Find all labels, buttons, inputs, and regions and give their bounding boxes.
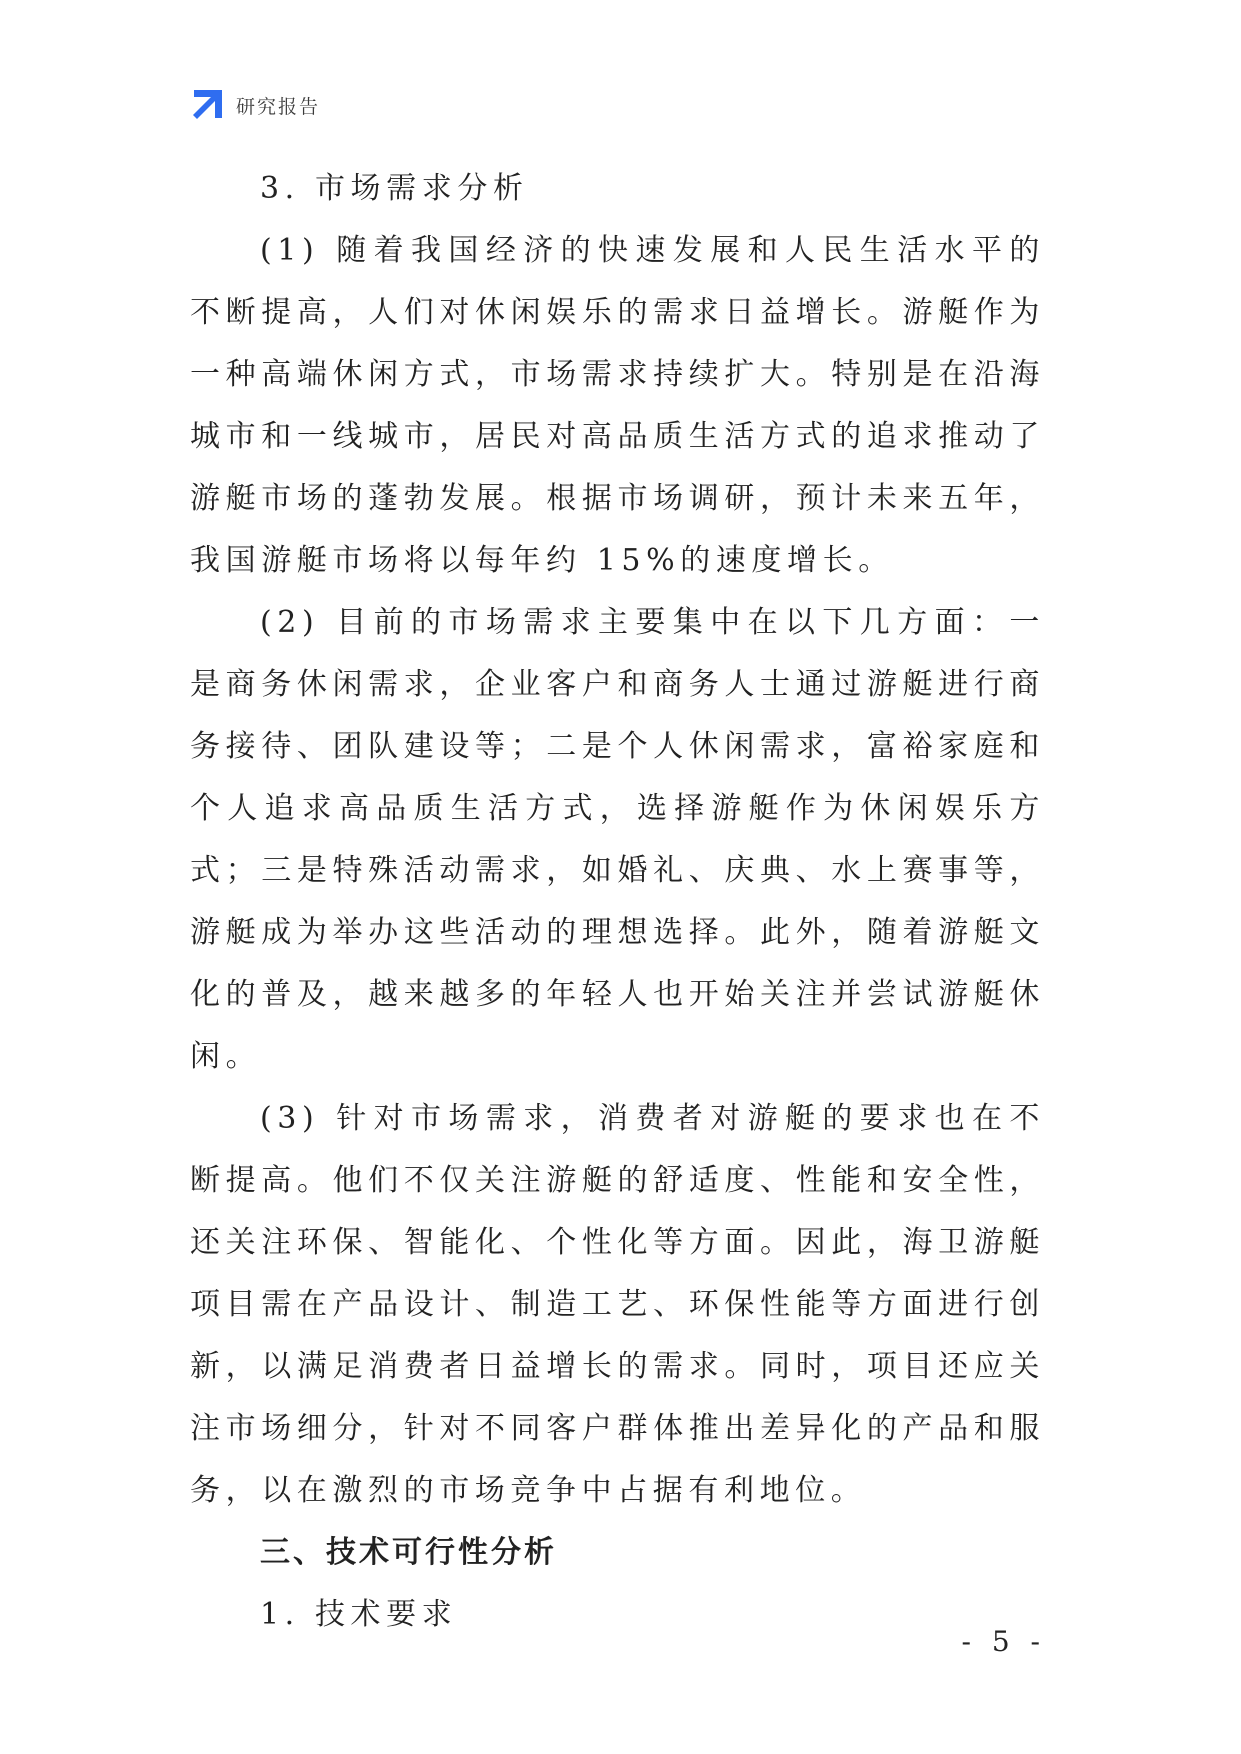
section-title: 3. 市场需求分析 [260,171,529,206]
report-header [190,88,320,122]
paragraph: (2) 目前的市场需求主要集中在以下几方面：一是商务休闲需求，企业客户和商务人士通过游艇进行商务接待、团队建设等；二是个人休闲需求，富裕家庭和个人追求高品质生活方式，选择游艇作为休闲娱乐方式；三是特殊活动需求，如婚礼、庆典、水上赛事等，游艇成为举办这些活动的理想选择。此外，随着游艇文化的普及，越来越多的年轻人也开始关注并尝试游艇休闲。 [190,605,1045,1074]
chapter-heading: 三、技术可行性分析 [260,1535,557,1570]
document-body [190,158,1045,1646]
paragraph: (3) 针对市场需求，消费者对游艇的要求也在不断提高。他们不仅关注游艇的舒适度、性能和安全性，还关注环保、智能化、个性化等方面。因此，海卫游艇项目需在产品设计、制造工艺、环保性能等方面进行创新，以满足消费者日益增长的需求。同时，项目还应关注市场细分，针对不同客户群体推出差异化的产品和服务，以在激烈的市场竞争中占据有利地位。 [190,1101,1045,1508]
subsection-title: 1. 技术要求 [260,1597,458,1632]
page-number: - 5 - [961,1625,1046,1658]
header-label: 研究报告 [236,95,321,118]
paragraph: (1) 随着我国经济的快速发展和人民生活水平的不断提高，人们对休闲娱乐的需求日益增长。游艇作为一种高端休闲方式，市场需求持续扩大。特别是在沿海城市和一线城市，居民对高品质生活方式的追求推动了游艇市场的蓬勃发展。根据市场调研，预计未来五年，我国游艇市场将以每年约 15%的速度增长。 [190,233,1045,578]
logo-arrow-icon [190,88,224,122]
